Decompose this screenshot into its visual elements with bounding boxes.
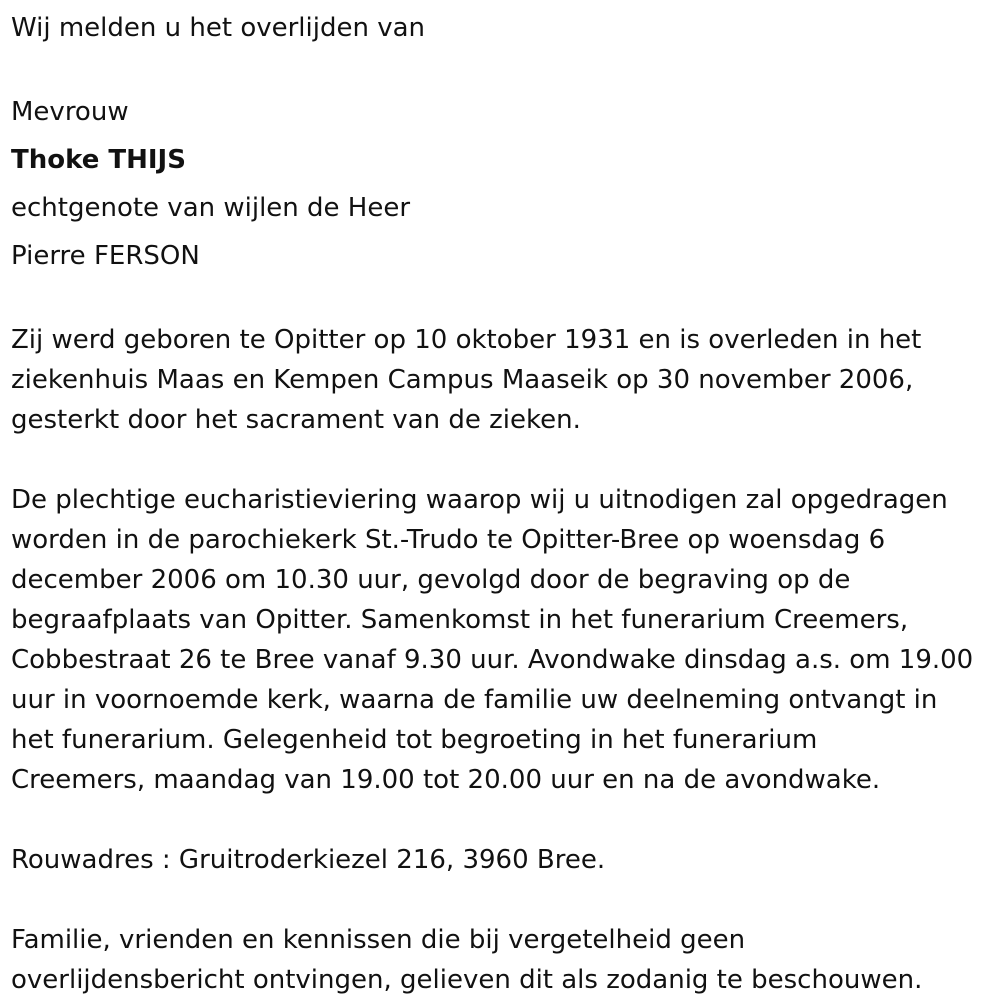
honorific: Mevrouw xyxy=(11,97,129,127)
relationship-text: echtgenote van wijlen de Heer xyxy=(11,193,411,223)
paragraph-line: Familie, vrienden en kennissen die bij vergetelheid geen xyxy=(11,925,746,955)
paragraph-line: het funerarium. Gelegenheid tot begroeting in het funerarium xyxy=(11,725,818,755)
paragraph-line: begraafplaats van Opitter. Samenkomst in het funerarium Creemers, xyxy=(11,605,909,635)
paragraph-line: Zij werd geboren te Opitter op 10 oktober 1931 en is overleden in het xyxy=(11,325,922,355)
paragraph-line: ziekenhuis Maas en Kempen Campus Maaseik op 30 november 2006, xyxy=(11,365,914,395)
deceased-name: Thoke THIJS xyxy=(11,145,186,175)
birth-death-paragraph xyxy=(11,320,996,440)
spacer xyxy=(11,48,996,88)
paragraph-line: overlijdensbericht ontvingen, gelieven dit als zodanig te beschouwen. xyxy=(11,965,923,995)
paragraph-line: december 2006 om 10.30 uur, gevolgd door de begraving op de xyxy=(11,565,851,595)
spouse-name: Pierre FERSON xyxy=(11,241,200,271)
ceremony-paragraph xyxy=(11,480,996,800)
paragraph-line: Cobbestraat 26 te Bree vanaf 9.30 uur. Avondwake dinsdag a.s. om 19.00 xyxy=(11,645,974,675)
spacer xyxy=(11,280,996,320)
paragraph-line: uur in voornoemde kerk, waarna de familie uw deelneming ontvangt in xyxy=(11,685,938,715)
spacer xyxy=(11,880,996,920)
spacer xyxy=(11,440,996,480)
paragraph-line: gesterkt door het sacrament van de zieken. xyxy=(11,405,581,435)
spacer xyxy=(11,800,996,840)
death-notice xyxy=(11,8,996,1000)
paragraph-line: Creemers, maandag van 19.00 tot 20.00 uur en na de avondwake. xyxy=(11,765,881,795)
mourning-address: Rouwadres : Gruitroderkiezel 216, 3960 Bree. xyxy=(11,845,606,875)
notice-intro: Wij melden u het overlijden van xyxy=(11,13,426,43)
closing-paragraph xyxy=(11,920,996,1000)
paragraph-line: worden in de parochiekerk St.-Trudo te Opitter-Bree op woensdag 6 xyxy=(11,525,886,555)
paragraph-line: De plechtige eucharistieviering waarop wij u uitnodigen zal opgedragen xyxy=(11,485,948,515)
